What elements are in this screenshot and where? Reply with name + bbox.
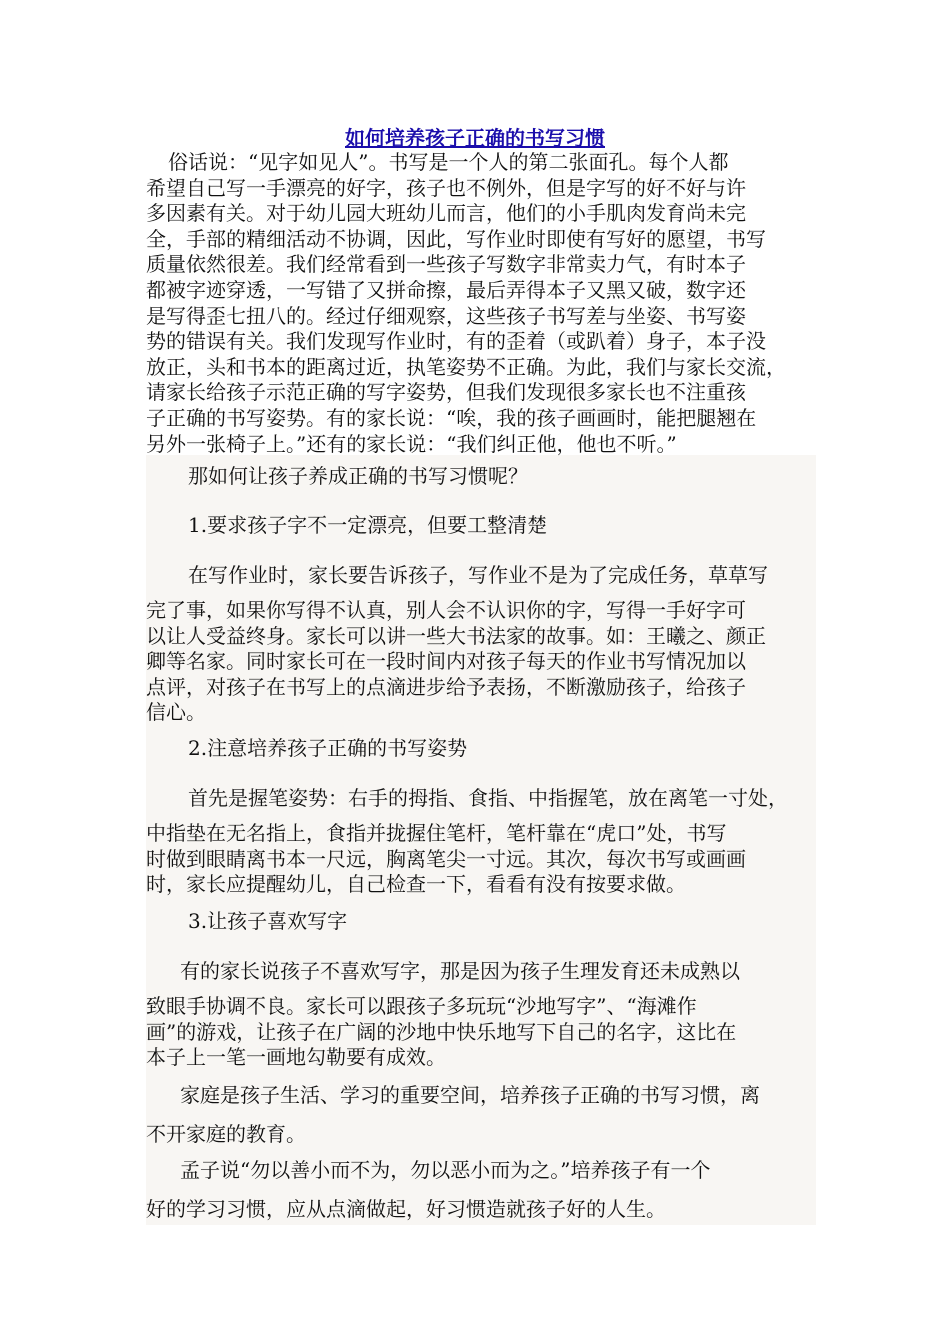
text-line: 时做到眼睛离书本一尺远，胸离笔尖一寸远。其次，每次书写或画画 (146, 846, 746, 871)
mencius-second-line: 好的学习习惯，应从点滴做起，好习惯造就孩子好的人生。 (146, 1197, 666, 1221)
section2-first-line: 首先是握笔姿势：右手的拇指、食指、中指握笔，放在离笔一寸处， (188, 786, 788, 810)
text-line: 时，家长应提醒幼儿，自己检查一下，看看有没有按要求做。 (146, 872, 686, 897)
section3-heading: 3.让孩子喜欢写字 (188, 909, 348, 933)
family-second-line: 不开家庭的教育。 (146, 1122, 306, 1146)
family-first-line: 家庭是孩子生活、学习的重要空间，培养孩子正确的书写习惯，离 (180, 1083, 760, 1107)
text-line: 势的错误有关。我们发现写作业时，有的歪着（或趴着）身子，本子没 (146, 329, 766, 354)
text-line: 完了事，如果你写得不认真，别人会不认识你的字，写得一手好字可 (146, 598, 746, 622)
text-line: 致眼手协调不良。家长可以跟孩子多玩玩“沙地写字”、“海滩作 (146, 994, 697, 1018)
section1-paragraph (146, 598, 816, 726)
text-line: 信心。 (146, 700, 206, 725)
section1-first-line: 在写作业时，家长要告诉孩子，写作业不是为了完成任务，草草写 (188, 563, 768, 587)
text-line: 本子上一笔一画地勾勒要有成效。 (146, 1045, 446, 1070)
text-line: 请家长给孩子示范正确的写字姿势，但我们发现很多家长也不注重孩 (146, 380, 746, 405)
text-line: 以让人受益终身。家长可以讲一些大书法家的故事。如：王曦之、颜正 (146, 623, 766, 648)
text-line: 卿等名家。同时家长可在一段时间内对孩子每天的作业书写情况加以 (146, 649, 746, 674)
text-line: 点评，对孩子在书写上的点滴进步给予表扬，不断激励孩子，给孩子 (146, 674, 746, 699)
section2-heading: 2.注意培养孩子正确的书写姿势 (188, 736, 468, 760)
text-line: 放正，头和书本的距离过近，执笔姿势不正确。为此，我们与家长交流， (146, 354, 786, 379)
text-line: 多因素有关。对于幼儿园大班幼儿而言，他们的小手肌肉发育尚未完 (146, 201, 746, 226)
intro-paragraph (146, 150, 816, 457)
text-line: 画”的游戏，让孩子在广阔的沙地中快乐地写下自己的名字，这比在 (146, 1019, 737, 1044)
text-line: 希望自己写一手漂亮的好字，孩子也不例外，但是字写的好不好与许 (146, 175, 746, 200)
text-line: 子正确的书写姿势。有的家长说：“唉，我的孩子画画时，能把腿翘在 (146, 405, 757, 430)
mencius-first-line: 孟子说“勿以善小而不为，勿以恶小而为之。”培养孩子有一个 (180, 1158, 711, 1182)
text-line: 是写得歪七扭八的。经过仔细观察，这些孩子书写差与坐姿、书写姿 (146, 303, 746, 328)
document-title-link[interactable]: 如何培养孩子正确的书写习惯 (345, 126, 605, 150)
text-line: 俗话说：“见字如见人”。书写是一个人的第二张面孔。每个人都 (168, 150, 729, 174)
question-line: 那如何让孩子养成正确的书写习惯呢？ (188, 464, 528, 488)
text-line: 中指垫在无名指上，食指并拢握住笔杆，笔杆靠在“虎口”处，书写 (146, 821, 727, 845)
text-line: 另外一张椅子上。”还有的家长说：“我们纠正他，他也不听。” (146, 431, 677, 456)
section1-heading: 1.要求孩子字不一定漂亮，但要工整清楚 (188, 513, 548, 537)
section2-paragraph (146, 821, 816, 898)
text-line: 质量依然很差。我们经常看到一些孩子写数字非常卖力气，有时本子 (146, 252, 746, 277)
section3-first-line: 有的家长说孩子不喜欢写字，那是因为孩子生理发育还未成熟以 (180, 959, 740, 983)
text-line: 全，手部的精细活动不协调，因此，写作业时即使有写好的愿望，书写 (146, 226, 766, 251)
section3-paragraph (146, 994, 816, 1071)
text-line: 都被字迹穿透，一写错了又拼命擦，最后弄得本子又黑又破，数字还 (146, 277, 746, 302)
